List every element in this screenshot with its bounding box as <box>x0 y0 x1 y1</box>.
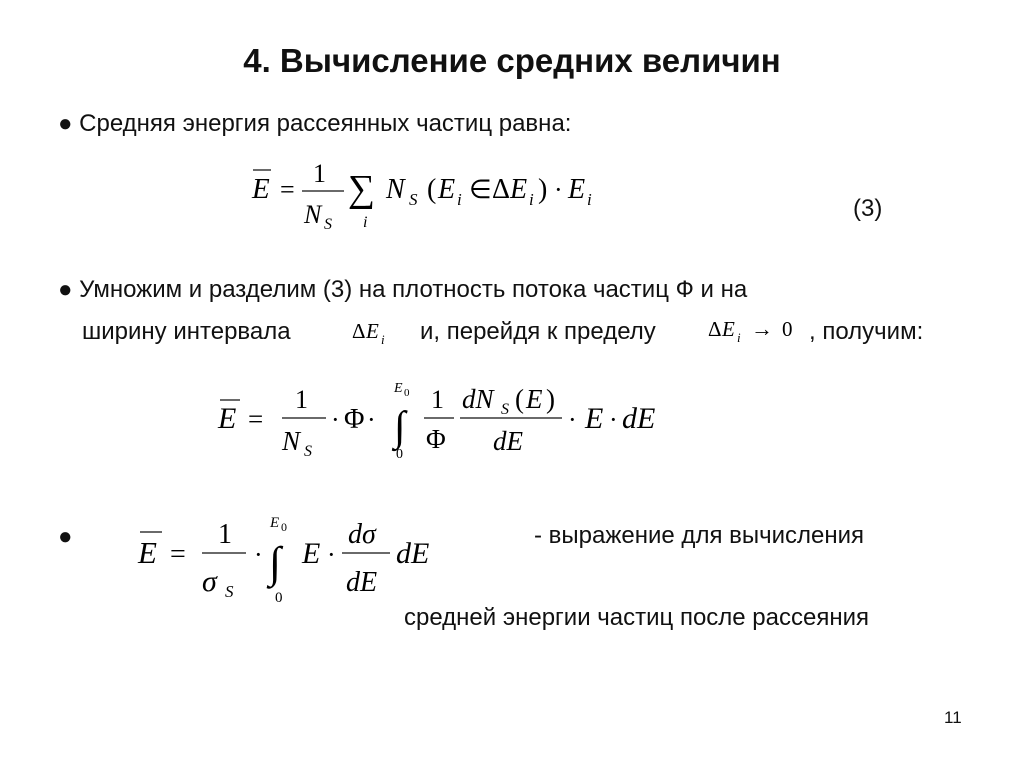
svg-text:·: · <box>327 540 336 569</box>
svg-text:(: ( <box>427 174 437 205</box>
svg-text:∫: ∫ <box>394 404 406 450</box>
svg-text:S: S <box>304 443 312 460</box>
svg-text:1: 1 <box>295 385 308 414</box>
svg-text:N: N <box>386 174 405 205</box>
svg-text:E: E <box>138 535 157 570</box>
svg-text:E: E <box>270 515 280 531</box>
svg-text:i: i <box>363 214 368 231</box>
svg-text:i: i <box>381 332 385 347</box>
svg-text:1: 1 <box>218 519 232 550</box>
svg-text:Φ: Φ <box>426 424 446 454</box>
bullet-2-line-2-part-2: и, перейдя к пределу <box>420 318 656 345</box>
svg-text:dN: dN <box>462 384 494 414</box>
bullet-3-line-2: средней энергии частиц после рассеяния <box>404 604 869 631</box>
svg-text:N: N <box>282 426 301 456</box>
svg-text:·: · <box>254 540 263 569</box>
svg-text:Δ: Δ <box>708 317 722 341</box>
svg-text:dE: dE <box>622 402 656 435</box>
slide-title: 4. Вычисление средних величин <box>243 42 781 79</box>
bullet-2-text: Умножим и разделим (3) на плотность потока частиц Ф и на <box>79 276 748 303</box>
svg-text:(: ( <box>515 384 524 414</box>
svg-text:·: · <box>554 175 563 204</box>
formula-delta-e-i <box>350 312 410 352</box>
svg-text:dE: dE <box>493 426 523 456</box>
svg-text:E: E <box>366 319 379 343</box>
svg-text:·: · <box>331 405 340 434</box>
svg-text:1: 1 <box>313 159 326 188</box>
svg-text:): ) <box>546 384 555 414</box>
svg-text:→: → <box>751 316 773 341</box>
svg-text:E: E <box>252 173 270 205</box>
svg-text:E: E <box>568 174 586 205</box>
svg-text:E: E <box>438 174 456 205</box>
svg-text:E: E <box>510 174 528 205</box>
svg-text:dσ: dσ <box>348 519 376 550</box>
svg-text:Δ: Δ <box>352 319 366 343</box>
svg-text:E: E <box>526 384 543 414</box>
formula-delta-e-limit <box>706 310 816 350</box>
svg-text:·: · <box>568 405 577 434</box>
svg-text:0: 0 <box>782 317 793 341</box>
svg-text:∑: ∑ <box>348 168 376 210</box>
svg-text:∫: ∫ <box>269 538 282 587</box>
bullet-3-line-1: - выражение для вычисления <box>534 522 865 549</box>
svg-text:1: 1 <box>431 385 444 414</box>
svg-text:): ) <box>538 174 548 205</box>
formula-mean-energy-flux <box>210 372 690 472</box>
svg-text:0: 0 <box>396 447 403 462</box>
svg-text:E: E <box>218 402 237 435</box>
svg-text:S: S <box>409 190 418 209</box>
svg-text:N: N <box>304 200 322 229</box>
svg-text:dE: dE <box>396 537 430 570</box>
formula-mean-energy-sum <box>240 145 630 235</box>
bullet-1-text: Средняя энергия рассеянных частиц равна: <box>79 110 572 137</box>
svg-text:Δ: Δ <box>492 174 511 205</box>
bullet-1 <box>58 110 571 138</box>
svg-text:i: i <box>457 190 462 209</box>
svg-text:0: 0 <box>275 590 283 606</box>
svg-text:E: E <box>394 381 403 396</box>
bullet-2-line-2-part-3: , получим: <box>809 318 924 345</box>
formula-mean-energy-cross-section <box>134 505 454 610</box>
bullet-2-line-2-part-1: ширину интервала <box>82 318 291 345</box>
svg-text:E: E <box>302 537 321 570</box>
svg-text:i: i <box>529 190 534 209</box>
svg-text:∈: ∈ <box>469 175 492 204</box>
page-number: 11 <box>944 708 962 727</box>
svg-text:=: = <box>280 175 295 204</box>
svg-text:dE: dE <box>346 567 378 598</box>
equation-number: (3) <box>853 195 883 222</box>
bullet-marker: ● <box>58 276 73 303</box>
svg-text:i: i <box>587 190 592 209</box>
bullet-3-marker: ● <box>58 523 73 550</box>
svg-text:E: E <box>722 317 735 341</box>
svg-text:σ: σ <box>202 565 217 598</box>
bullet-marker: ● <box>58 110 73 137</box>
svg-text:=: = <box>248 404 264 434</box>
bullet-2-line-1 <box>58 276 747 304</box>
svg-text:=: = <box>170 539 186 570</box>
svg-text:S: S <box>225 582 234 601</box>
svg-text:S: S <box>324 216 332 233</box>
svg-text:S: S <box>501 401 509 418</box>
svg-text:·: · <box>367 405 376 434</box>
svg-text:0: 0 <box>281 520 287 534</box>
svg-text:·: · <box>609 405 618 434</box>
svg-text:0: 0 <box>404 387 410 399</box>
svg-text:i: i <box>737 330 741 345</box>
svg-text:Φ: Φ <box>344 404 365 435</box>
svg-text:E: E <box>585 402 604 435</box>
